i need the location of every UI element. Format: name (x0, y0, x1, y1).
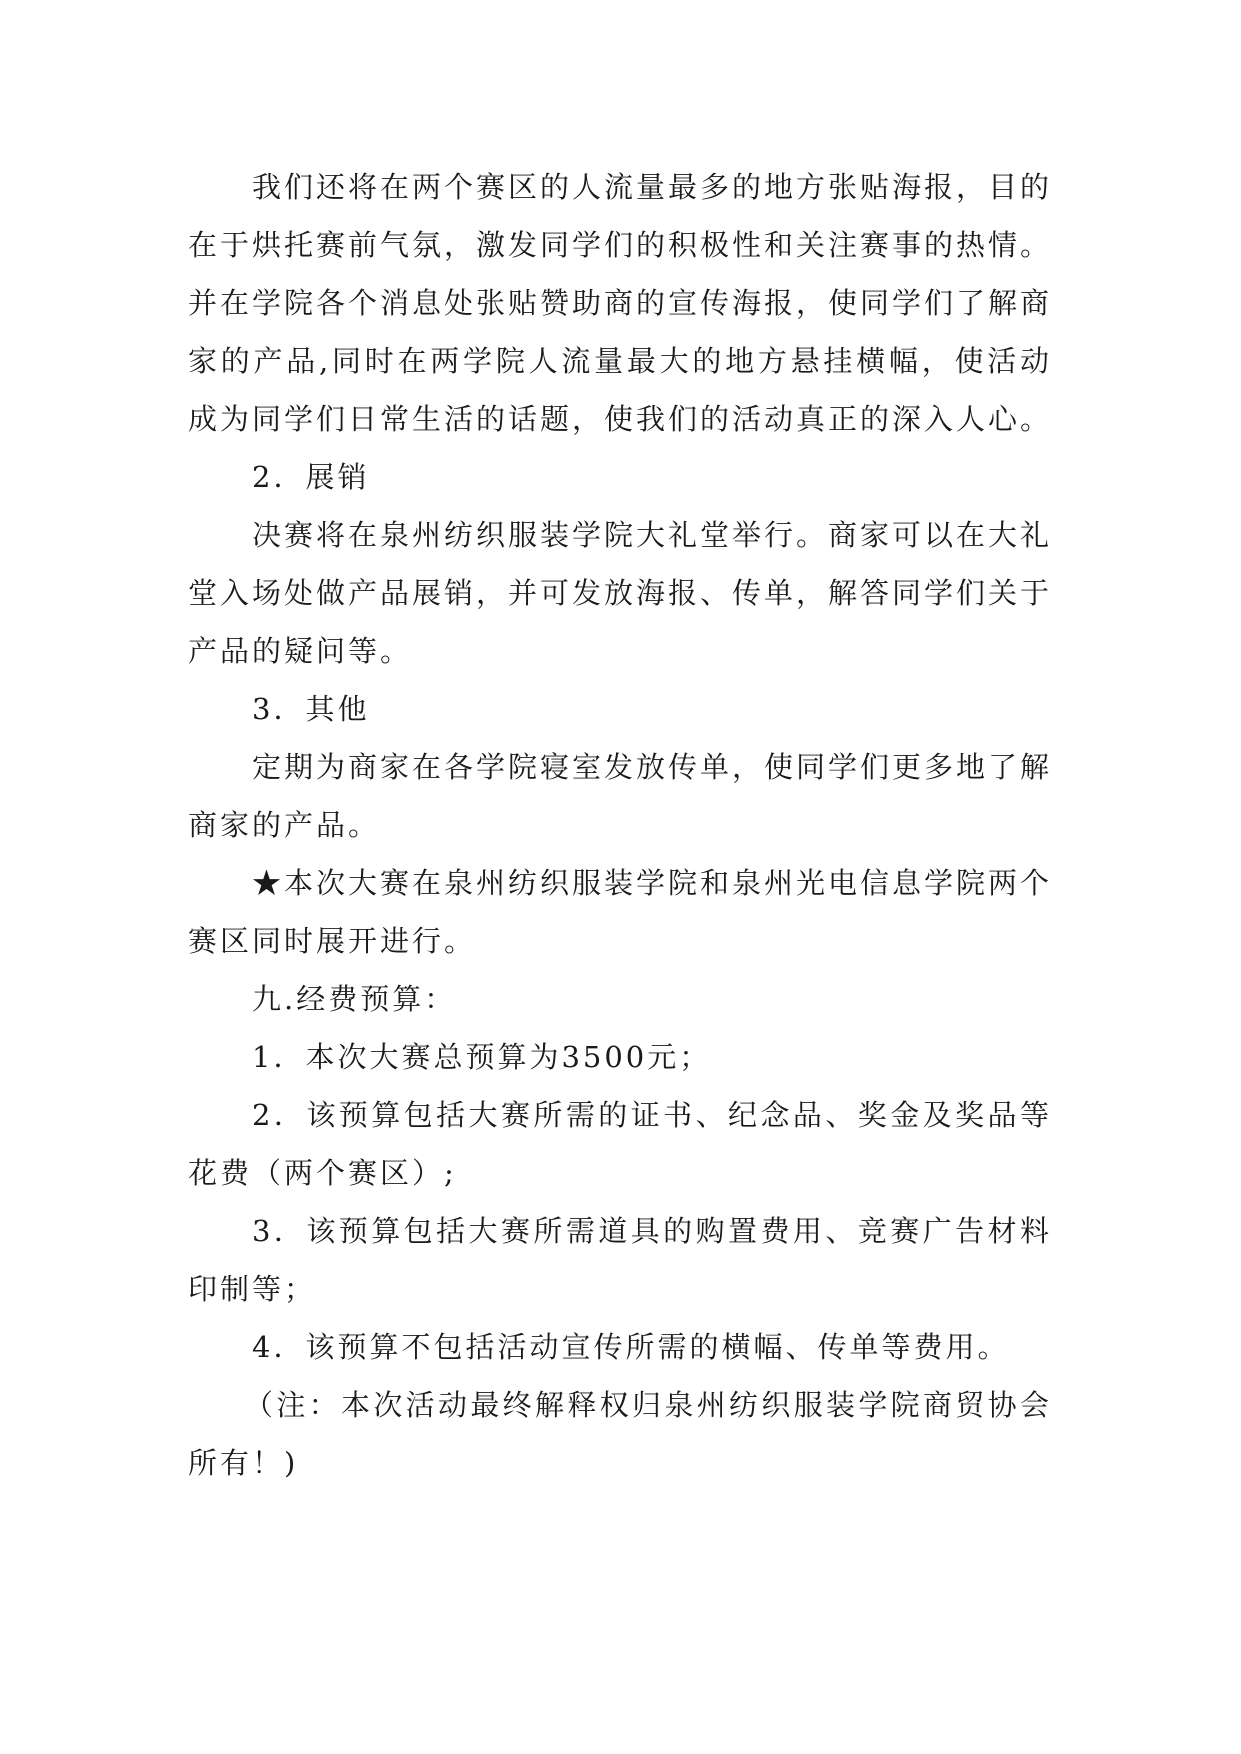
paragraph-venues: ★本次大赛在泉州纺织服装学院和泉州光电信息学院两个赛区同时展开进行。 (188, 866, 1053, 958)
paragraph-other: 定期为商家在各学院寝室发放传单，使同学们更多地了解商家的产品。 (188, 750, 1053, 842)
budget-item-4: 4．该预算不包括活动宣传所需的横幅、传单等费用。 (252, 1330, 1010, 1364)
budget-item-1: 1．本次大赛总预算为3500元； (252, 1040, 712, 1074)
paragraph-promotion: 我们还将在两个赛区的人流量最多的地方张贴海报，目的在于烘托赛前气氛，激发同学们的积极性和关注赛事的热情。并在学院各个消息处张贴赞助商的宣传海报，使同学们了解商家的产品,同时在两学院人流量最大的地方悬挂横幅，使活动成为同学们日常生活的话题，使我们的活动真正的深入人心。 (188, 170, 1053, 436)
budget-item-3: 3．该预算包括大赛所需道具的购置费用、竞赛广告材料印制等； (188, 1214, 1052, 1306)
budget-item-2: 2．该预算包括大赛所需的证书、纪念品、奖金及奖品等花费（两个赛区）; (188, 1098, 1052, 1190)
document-body (188, 158, 1052, 1492)
heading-exhibition: 2．展销 (252, 460, 370, 494)
paragraph-note: （注：本次活动最终解释权归泉州纺织服装学院商贸协会所有！) (188, 1388, 1052, 1480)
heading-other: 3．其他 (252, 692, 370, 726)
paragraph-exhibition: 决赛将在泉州纺织服装学院大礼堂举行。商家可以在大礼堂入场处做产品展销，并可发放海报、传单，解答同学们关于产品的疑问等。 (188, 518, 1053, 668)
heading-budget: 九.经费预算： (252, 982, 457, 1016)
